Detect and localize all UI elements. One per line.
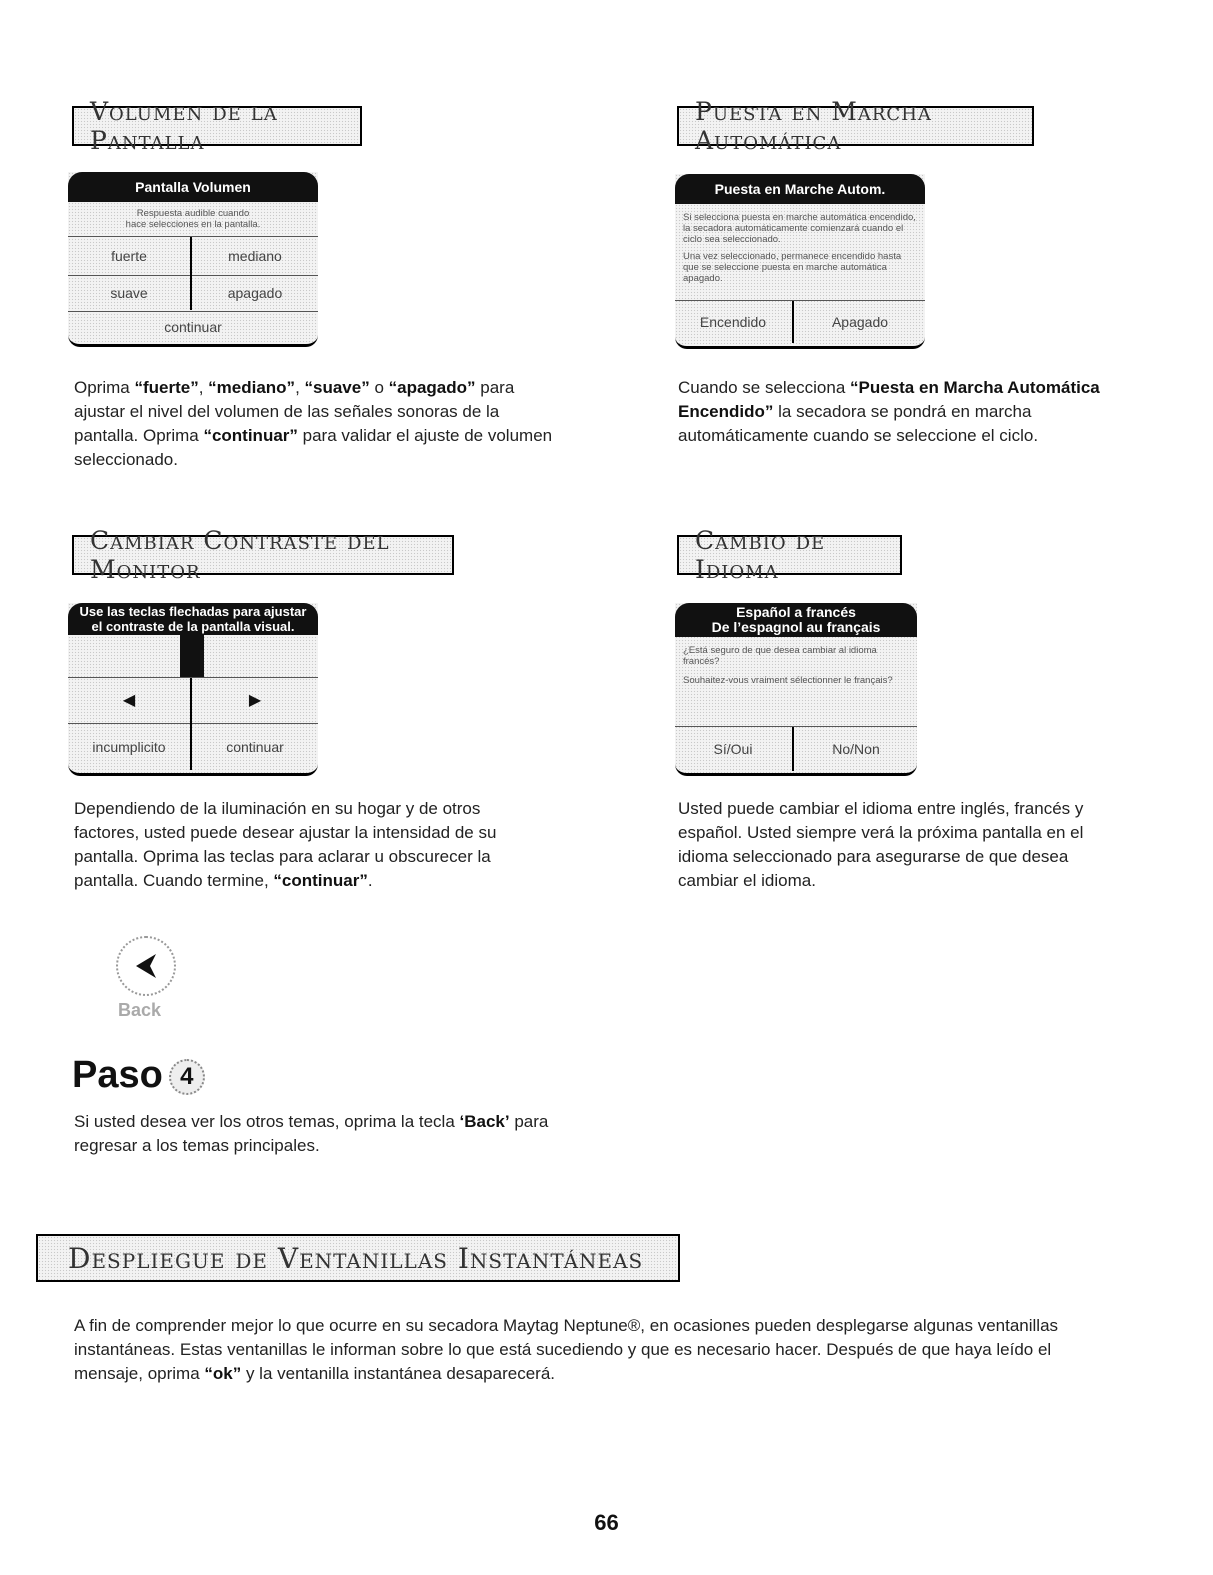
contraste-paragraph: Dependiendo de la iluminación en su hogar y de otros factores, usted puede desear ajustar la intensidad de su pantalla. Oprima las teclas para aclarar u obscurecer la pantalla. Cuando termine, “continuar”. (74, 799, 497, 890)
despliegue-paragraph: A fin de comprender mejor lo que ocurre en su secadora Maytag Neptune®, en ocasiones pueden desplegarse algunas ventanillas instantáneas. Estas ventanillas le informan sobre lo que está sucediendo y que es necesario hacer. Después de que haya leído el mensaje, oprima “ok” y la ventanilla instantánea desaparecerá. (74, 1316, 1059, 1383)
panel-text: Souhaitez-vous vraiment sélectionner le français? (683, 675, 893, 686)
panel-header: Pantalla Volumen (68, 172, 318, 202)
auto-start-off-button[interactable]: Apagado (831, 314, 889, 330)
section-title-volumen: Volumen de la Pantalla (72, 106, 362, 146)
contrast-panel (68, 603, 318, 776)
volume-panel (68, 172, 318, 347)
language-panel (675, 603, 917, 776)
panel-text: Una vez seleccionado, permanece encendido hasta que se seleccione puesta en marche automática apagado. (683, 251, 902, 284)
volume-option-mediano[interactable]: mediano (228, 248, 282, 264)
panel-header: Use las teclas flechadas para ajustar el contraste de la pantalla visual. (68, 603, 318, 635)
auto-start-on-button[interactable]: Encendido (699, 314, 767, 330)
section-title-idioma: Cambio de Idioma (677, 535, 902, 575)
step-paragraph: Si usted desea ver los otros temas, oprima la tecla ‘Back’ para regresar a los temas principales. (74, 1112, 549, 1155)
left-arrow-icon: ◀ (122, 692, 136, 709)
panel-text: ¿Está seguro de que desea cambiar al idioma francés? (683, 645, 877, 667)
panel-text: Si selecciona puesta en marche automática encendido, la secadora automáticamente comienzará cuando el ciclo sea seleccionado. (683, 212, 916, 245)
contrast-level-bar (180, 635, 204, 677)
volume-option-fuerte[interactable]: fuerte (111, 248, 147, 264)
contrast-continue-button[interactable]: continuar (226, 739, 284, 755)
idioma-paragraph: Usted puede cambiar el idioma entre inglés, francés y español. Usted siempre verá la próxima pantalla en el idioma seleccionado para asegurarse de que desea cambiar el idioma. (678, 799, 1084, 890)
language-yes-button[interactable]: Sí/Oui (713, 741, 753, 757)
back-button[interactable] (110, 936, 190, 1026)
panel-prompt: Respuesta audible cuando (136, 208, 250, 219)
auto-start-panel (675, 174, 925, 349)
contrast-default-button[interactable]: incumplicito (92, 739, 166, 755)
panel-header: Español a francés De l’espagnol au français (675, 603, 917, 637)
volume-option-suave[interactable]: suave (110, 285, 148, 301)
step-heading: Paso 4 (72, 1054, 205, 1097)
puesta-paragraph: Cuando se selecciona “Puesta en Marcha Automática Encendido” la secadora se pondrá en marcha automáticamente cuando se seleccione el ciclo. (678, 378, 1100, 445)
contrast-increase-button[interactable] (192, 678, 318, 722)
section-title-despliegue: Despliegue de Ventanillas Instantáneas (36, 1234, 680, 1282)
back-label: Back (118, 1000, 162, 1020)
back-arrow-icon (116, 936, 176, 996)
section-title-contraste: Cambiar Contraste del Monitor (72, 535, 454, 575)
step-number-badge: 4 (169, 1059, 205, 1095)
right-arrow-icon: ▶ (248, 692, 262, 709)
panel-header: Puesta en Marche Autom. (675, 174, 925, 204)
panel-prompt: hace selecciones en la pantalla. (125, 219, 261, 230)
contrast-decrease-button[interactable] (68, 678, 190, 722)
volumen-paragraph: Oprima “fuerte”, “mediano”, “suave” o “apagado” para ajustar el nivel del volumen de las señales sonoras de la pantalla. Oprima “continuar” para validar el ajuste de volumen seleccionado. (74, 378, 553, 469)
language-no-button[interactable]: No/Non (832, 741, 880, 757)
volume-continue-button[interactable]: continuar (164, 319, 222, 335)
volume-option-apagado[interactable]: apagado (227, 285, 283, 301)
section-title-puesta: Puesta en Marcha Automática (677, 106, 1034, 146)
page-number: 66 (594, 1510, 619, 1535)
